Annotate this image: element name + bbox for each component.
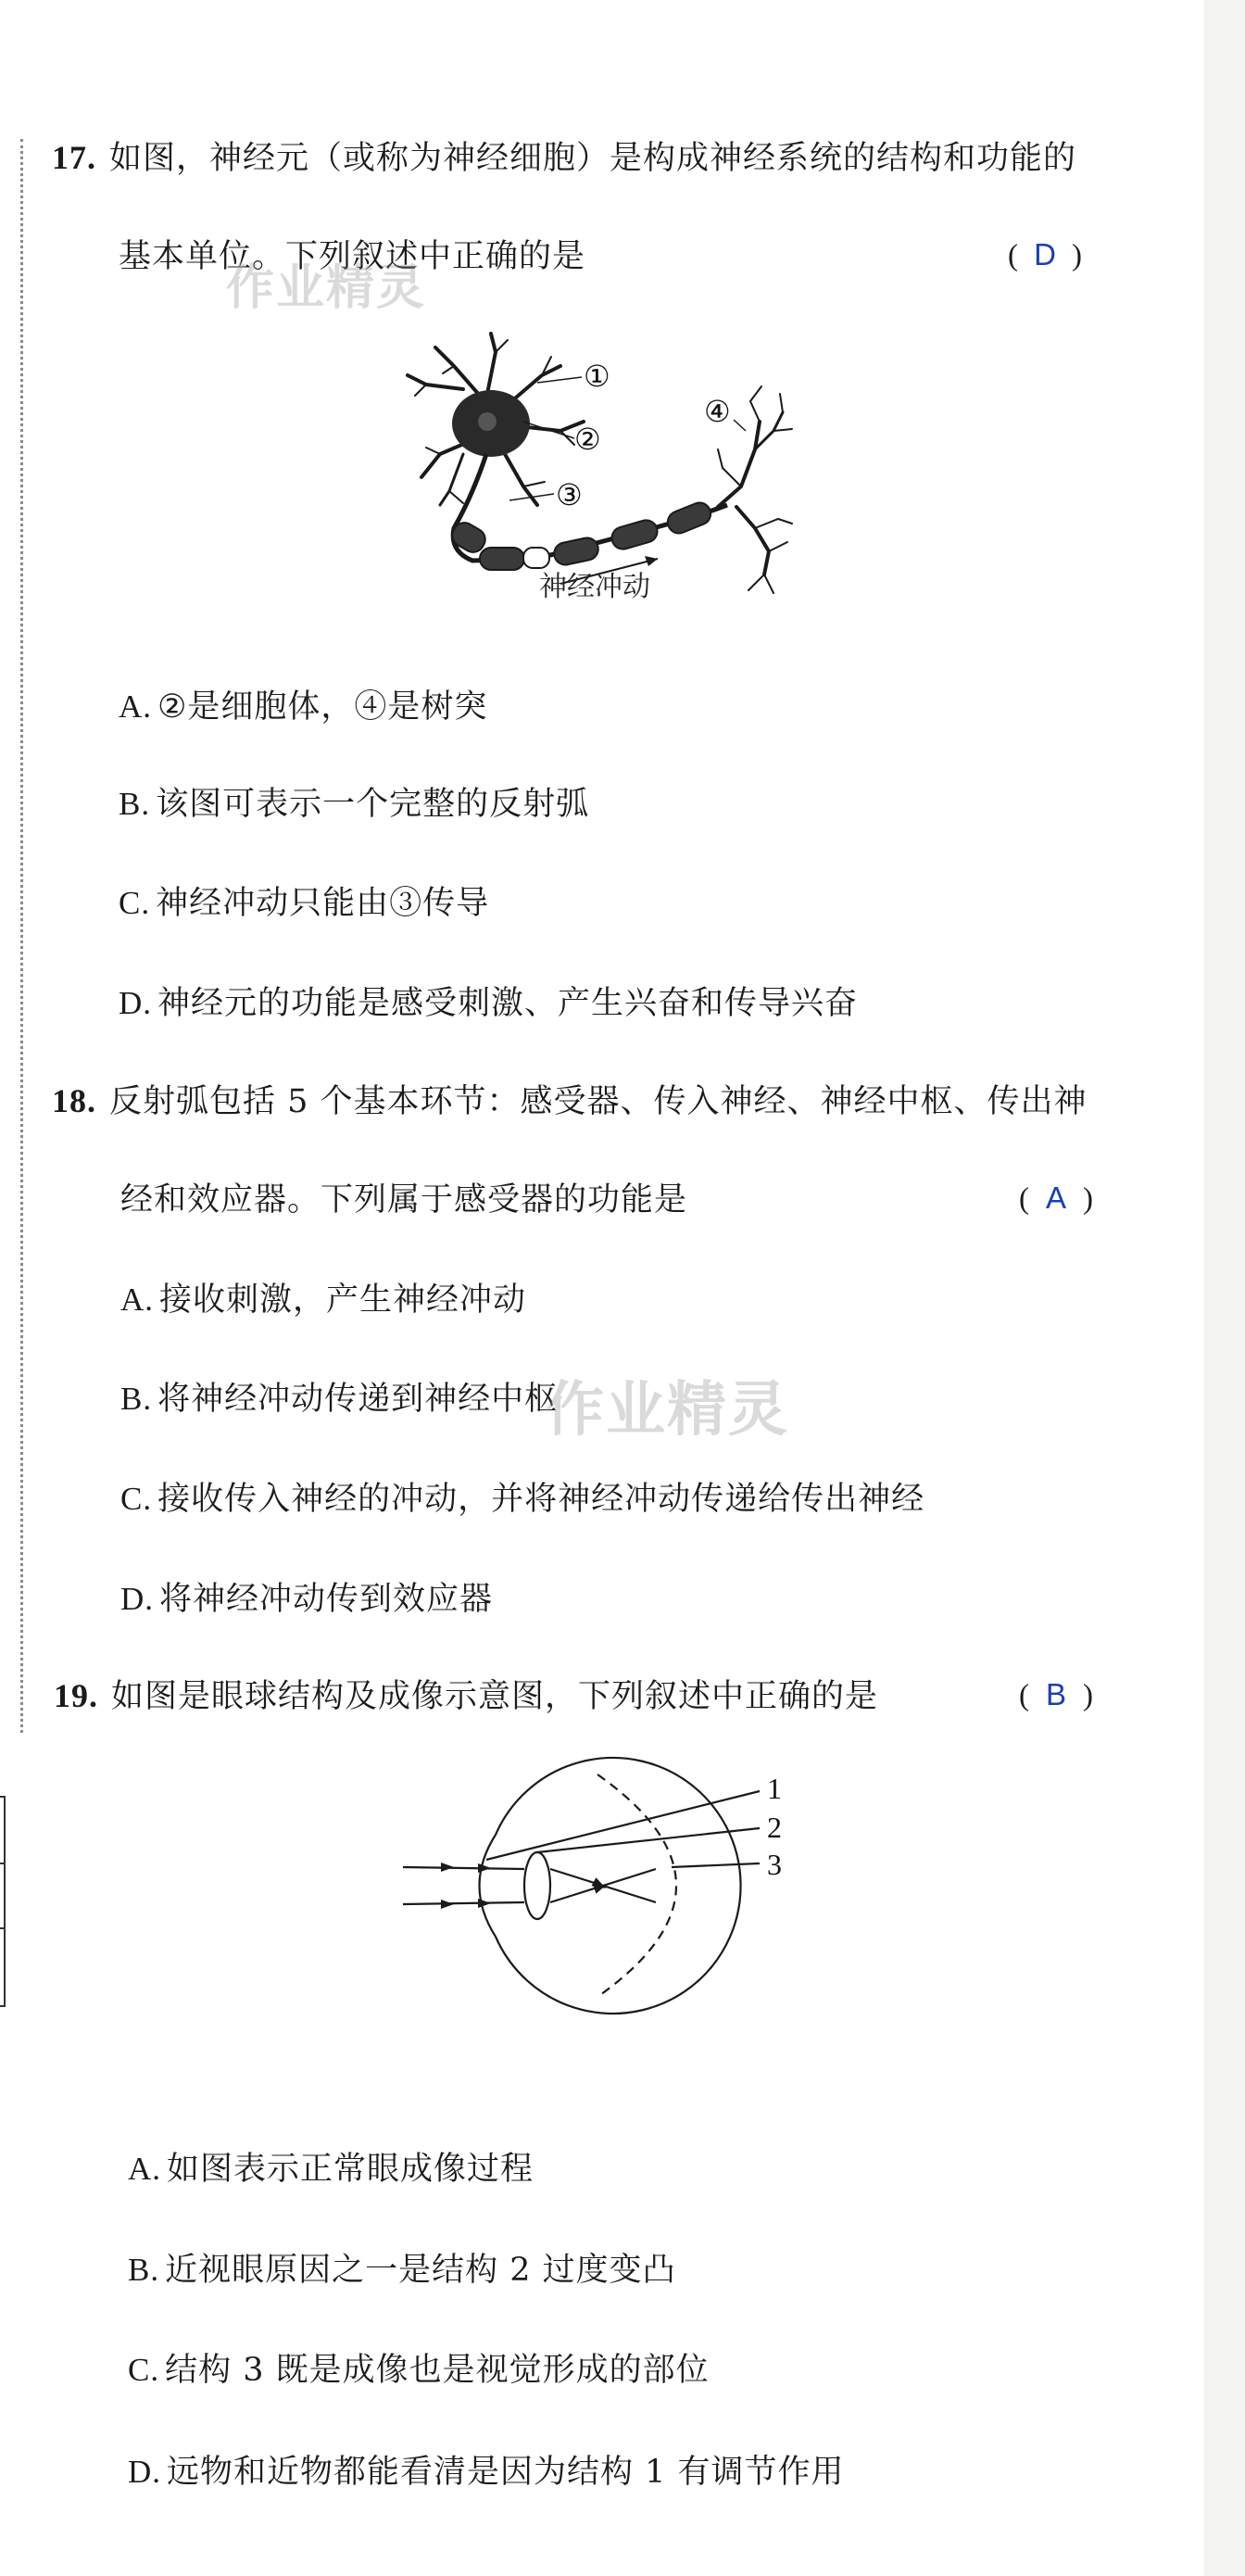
neuron-label-1: ① <box>584 360 610 393</box>
question-17-stem-text: 如图，神经元（或称为神经细胞）是构成神经系统的结构和功能的 <box>109 140 1077 177</box>
question-19-option-d: D. 远物和近物都能看清是因为结构 1 有调节作用 <box>128 2454 845 2491</box>
eyeball-outline <box>496 1758 741 2014</box>
question-17-option-a: A. ②是细胞体，④是树突 <box>119 688 488 726</box>
question-18-option-d: D. 将神经冲动传到效应器 <box>120 1581 494 1618</box>
lens-shape <box>524 1852 550 1919</box>
question-18-answer-bracket: ( A ) <box>1019 1181 1093 1216</box>
question-19-answer: B <box>1045 1677 1066 1711</box>
neuron-caption: 神经冲动 <box>539 571 650 603</box>
watermark-middle: 作业精灵 <box>545 1376 789 1445</box>
question-17-option-b: B. 该图可表示一个完整的反射弧 <box>119 786 590 823</box>
question-18-option-c: C. 接收传入神经的冲动，并将神经冲动传递给传出神经 <box>120 1481 925 1518</box>
neuron-diagram <box>398 329 797 612</box>
neuron-label-2: ② <box>574 423 601 456</box>
question-19-stem-text: 如图是眼球结构及成像示意图，下列叙述中正确的是 <box>111 1678 879 1715</box>
question-18-option-a: A. 接收刺激，产生神经冲动 <box>120 1282 527 1319</box>
question-17-option-d: D. 神经元的功能是感受刺激、产生兴奋和传导兴奋 <box>119 985 859 1022</box>
question-18-stem-line2: 经和效应器。下列属于感受器的功能是 <box>120 1181 688 1219</box>
question-18-number: 18. <box>52 1082 96 1119</box>
margin-table-fragment <box>0 1796 6 2007</box>
question-18-answer: A <box>1045 1181 1066 1215</box>
watermark-top: 作业精灵 <box>226 260 427 316</box>
eye-label-3: 3 <box>767 1848 782 1881</box>
neuron-label-3: ③ <box>556 478 583 511</box>
question-17-stem-line2: 基本单位。下列叙述中正确的是 <box>119 238 586 275</box>
question-19-option-b: B. 近视眼原因之一是结构 2 过度变凸 <box>128 2252 676 2289</box>
question-18-stem-line1 <box>52 1084 1088 1118</box>
question-17-option-c: C. 神经冲动只能由③传导 <box>119 885 490 922</box>
question-19-stem-line1 <box>54 1679 878 1713</box>
binding-dotted-line <box>20 139 23 1733</box>
question-19-option-c: C. 结构 3 既是成像也是视觉形成的部位 <box>128 2352 710 2389</box>
question-19-answer-bracket: ( B ) <box>1019 1677 1093 1712</box>
question-17-answer: D <box>1034 237 1056 271</box>
eye-label-2: 2 <box>767 1811 782 1844</box>
eyeball-diagram <box>398 1756 806 2015</box>
question-18-stem-text: 反射弧包括 5 个基本环节：感受器、传入神经、神经中枢、传出神 <box>109 1083 1088 1120</box>
eye-label-1: 1 <box>767 1772 782 1805</box>
question-17-answer-bracket: ( D ) <box>1008 237 1082 272</box>
question-19-option-a: A. 如图表示正常眼成像过程 <box>128 2151 534 2188</box>
question-19-number: 19. <box>54 1677 98 1714</box>
question-17-stem-line1 <box>52 141 1076 175</box>
question-17-number: 17. <box>52 139 96 176</box>
question-18-option-b: B. 将神经冲动传递到神经中枢 <box>120 1381 559 1418</box>
neuron-label-4: ④ <box>704 395 731 428</box>
